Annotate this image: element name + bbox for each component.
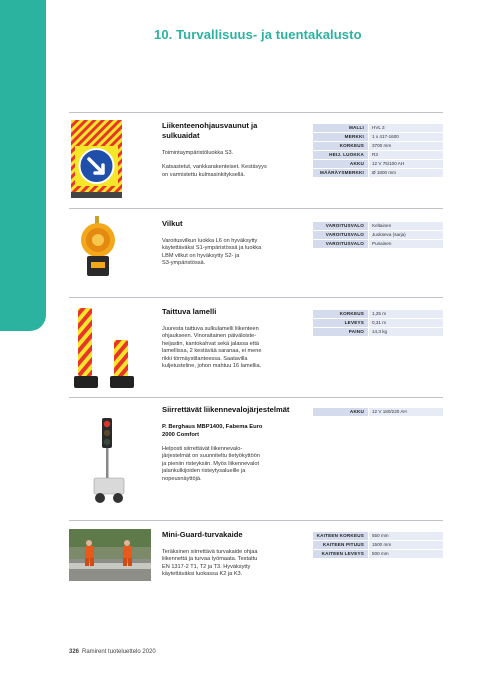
spec-key: KAITEEN LEVEYS	[313, 550, 368, 558]
spec-key: KAITEEN PITUUS	[313, 541, 368, 549]
description-line	[162, 157, 307, 164]
description-line: Varoitusvilkun luokka L6 on hyväksytty	[162, 238, 258, 244]
spec-value: Punainen	[369, 240, 443, 248]
page-footer	[69, 649, 156, 655]
spec-row	[313, 124, 443, 132]
spec-value: 14,3 kg	[369, 328, 443, 336]
section-divider	[69, 112, 443, 113]
spec-value: Keltainen	[369, 222, 443, 230]
spec-row	[313, 151, 443, 159]
spec-value: 12 V 75/100 AH	[369, 160, 443, 168]
spec-key: KORKEUS	[313, 142, 368, 150]
spec-key: KAITEEN KORKEUS	[313, 532, 368, 540]
product-title	[162, 405, 312, 415]
description-line: ja pieniin risteyksiin. Myös liikennevalot	[162, 460, 260, 467]
spec-value: 550 mm	[369, 532, 443, 540]
product-title-line: Liikenteenohjausvaunut ja	[162, 121, 258, 130]
spec-row	[313, 142, 443, 150]
spec-key: AKKU	[313, 160, 368, 168]
description-line: Teräksinen siirrettävä turvakaide ohjaa	[162, 549, 258, 555]
spec-row	[313, 133, 443, 141]
spec-row	[313, 328, 443, 336]
spec-row	[313, 550, 443, 558]
spec-table	[313, 310, 443, 337]
description-line: jalankulkijoiden risteytysalueille ja	[162, 468, 246, 475]
page-number: 326	[69, 649, 80, 655]
description-line: Toimintaympäristöluokka S3.	[162, 150, 234, 156]
spec-row	[313, 310, 443, 318]
spec-key: MÄÄRÄYSMERKKI	[313, 169, 368, 177]
spec-key: VAROITUSVALO	[313, 222, 368, 230]
subtitle-line: 2000 Comfort	[162, 431, 200, 438]
description-line: käytettäväksi luokassa K2 ja K3.	[162, 571, 243, 578]
product-title-line: Taittuva lamelli	[162, 307, 217, 316]
spec-key: PAINO	[313, 328, 368, 336]
product-description	[162, 446, 307, 483]
sidebar-accent-bar	[0, 0, 46, 331]
traffic-trailer-image	[69, 118, 124, 205]
spec-value: R3	[369, 151, 443, 159]
spec-row	[313, 240, 443, 248]
spec-row	[313, 319, 443, 327]
section-divider	[69, 520, 443, 521]
description-line: Juuresta taittuva sulkulamelli liikenteen	[162, 326, 259, 332]
spec-key: VAROITUSVALO	[313, 240, 368, 248]
spec-table	[313, 532, 443, 559]
spec-key: MALLI	[313, 124, 368, 132]
description-line: rikki törmäystilanteessa. Saatavilla	[162, 355, 248, 362]
spec-value: 1,25 m	[369, 310, 443, 318]
warning-light-image	[78, 216, 118, 283]
spec-row	[313, 532, 443, 540]
publication-name: Ramirent tuoteluettelo 2020	[82, 649, 156, 655]
spec-key: KORKEUS	[313, 310, 368, 318]
spec-key: LEVEYS	[313, 319, 368, 327]
spec-key: MERKKI	[313, 133, 368, 141]
description-line: käytettäväksi S1-ympäristössä ja luokka	[162, 245, 262, 252]
spec-value: 12 V 180/220 AH	[369, 408, 443, 416]
spec-table	[313, 124, 443, 178]
product-title-line: Vilkut	[162, 219, 183, 228]
product-title	[162, 219, 302, 229]
product-title	[162, 530, 302, 540]
spec-value: 1 x 417-1600	[369, 133, 443, 141]
product-description	[162, 238, 307, 268]
product-description	[162, 549, 307, 579]
description-line: Katsastetut, vankkarakenteiset. Kestävyys	[162, 164, 267, 171]
spec-value: HVL 3	[369, 124, 443, 132]
description-line: Helposti siirrettävät liikennevalo-	[162, 446, 243, 452]
product-title	[162, 307, 302, 317]
spec-value: Juokseva (sarja)	[369, 231, 443, 239]
description-line: on varmistettu kulmasinkityksellä.	[162, 171, 246, 178]
spec-key: AKKU	[313, 408, 368, 416]
spec-value: 500 mm	[369, 550, 443, 558]
section-divider	[69, 297, 443, 298]
product-description	[162, 150, 307, 179]
spec-value: Ø 1800 mm	[369, 169, 443, 177]
product-title-line: sulkuaidat	[162, 131, 200, 140]
spec-key: VAROITUSVALO	[313, 231, 368, 239]
product-description	[162, 326, 307, 370]
description-line: EN 1317-2 T1, T2 ja T3. Hyväksytty	[162, 563, 251, 570]
mini-guard-barrier-image	[69, 529, 151, 586]
description-line: ohjaukseen. Vinoraitainen päiväloiste-	[162, 333, 257, 340]
product-title-line: Mini-Guard-turvakaide	[162, 530, 243, 539]
page-title: 10. Turvallisuus- ja tuentakalusto	[154, 27, 362, 42]
description-line: järjestelmät on suunniteltu tietyökyttöön	[162, 453, 260, 460]
folding-lamella-image	[72, 306, 138, 395]
product-title-line: Siirrettävät liikennevalojärjestelmät	[162, 405, 290, 414]
description-line: S3-ympäristössä.	[162, 260, 206, 267]
spec-key: HEIJ. LUOKKA	[313, 151, 368, 159]
description-line: kuljetusteline, johon mahtuu 16 lamellia.	[162, 363, 262, 370]
spec-row	[313, 222, 443, 230]
description-line: nopeusnäyttöjä.	[162, 475, 202, 482]
spec-value: 3700 mm	[369, 142, 443, 150]
spec-row	[313, 408, 443, 416]
product-title	[162, 121, 302, 141]
spec-row	[313, 169, 443, 177]
spec-row	[313, 160, 443, 168]
product-subtitle	[162, 424, 302, 439]
spec-value: 0,31 m	[369, 319, 443, 327]
spec-table	[313, 222, 443, 249]
subtitle-line: P. Berghaus MBP1400, Fabema Euro	[162, 424, 263, 430]
spec-row	[313, 541, 443, 549]
description-line: liikennettä ja turvaa työmaata. Testattu	[162, 556, 258, 563]
traffic-light-system-image	[88, 414, 132, 511]
spec-table	[313, 408, 443, 417]
description-line: heijastin, kantokahvat sekä jalassa että	[162, 340, 260, 347]
section-divider	[69, 397, 443, 398]
spec-row	[313, 231, 443, 239]
description-line: LBM vilkut on hyväksytty S2- ja	[162, 252, 240, 259]
section-divider	[69, 208, 443, 209]
spec-value: 1500 mm	[369, 541, 443, 549]
description-line: lamellissa, 2 kestävää saranaa, ei mene	[162, 348, 262, 355]
